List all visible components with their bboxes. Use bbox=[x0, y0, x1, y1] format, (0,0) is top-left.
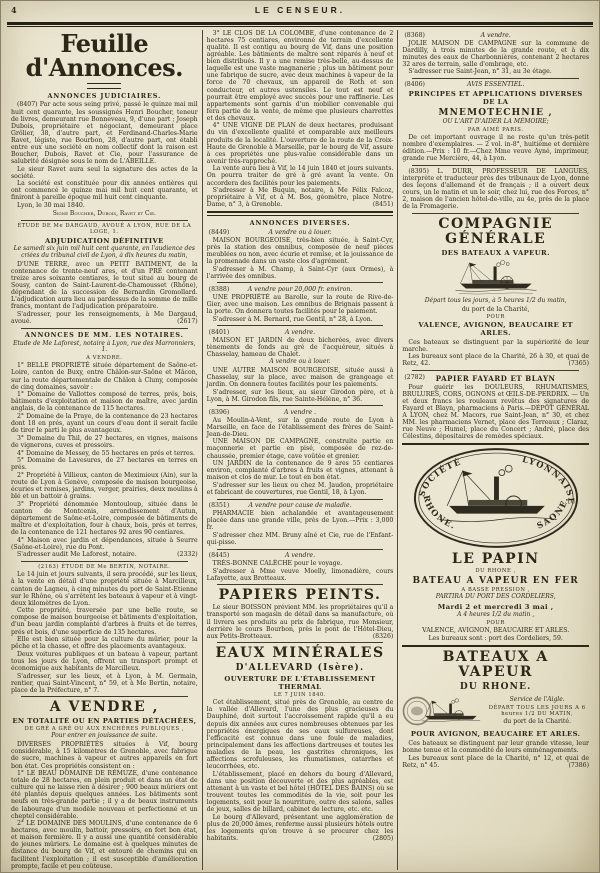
paragraph: (8395) L. DURR, PROFESSEUR DE LANGUES, interprète et traducteur près des tribunaux de Lyon, donne des leçons d'allemand et de français ; il a ouvert deux cours, un le matin et un le soir, chez lui, rue des Forces, n° 2, maison de l'ancien hôtel-de-ville, au 4e, près de la place de la Fromagerie. bbox=[402, 168, 590, 211]
row-right bbox=[485, 696, 589, 726]
ad-ref: (8401) bbox=[208, 328, 230, 336]
paragraph: Les bureaux sont place de la Charité, 26 à 30, et quai de Retz, 42. (7365) bbox=[402, 353, 590, 368]
societe-lyonnaise-seal bbox=[402, 447, 589, 549]
paragraph: La vente aura lieu à Vif, le 14 juin 1840 et jours suivants. On pourra traiter de gré à gré avant la vente. On accordera des facilités pour les paiements. bbox=[206, 165, 394, 187]
masthead-rule bbox=[7, 22, 593, 27]
mnemotechnie-title: MNEMOTECHNIE , bbox=[438, 107, 553, 118]
tiny: LE 7 JUIN 1840. bbox=[273, 692, 327, 699]
column-3 bbox=[397, 30, 593, 870]
paragraph: TRÈS-BONNE CALÈCHE pour le voyage. bbox=[212, 560, 343, 568]
thick-rule bbox=[402, 443, 589, 445]
paragraph: 2° LE DOMAINE DES MOULINS, d'une contenance de 6 hectares, avec moulin, battoir, pressoirs, en fort bon état, et maison fermière. Il y a aussi une quantité considérable de jeunes mûriers. Le domaine est à quelques minutes de distance du bourg de Vif, et entouré de chemins qui en facilitent l'exploitation ; il est susceptible d'amélioration prompte, facile et peu coûteuse. bbox=[11, 820, 198, 870]
ad-ref: (8368) bbox=[404, 31, 425, 39]
newspaper-title: LE CENSEUR. bbox=[254, 5, 346, 15]
ad-ref: (8445) bbox=[208, 552, 230, 560]
italic: Le samedi six juin mil huit cent quarante, en l'audience des criées du tribunal civil de Lyon, à dix heures du matin, bbox=[13, 245, 196, 260]
paragraph: MAISON BOURGEOISE, très-bien située, à Saint-Cyr, près la station des omnibus, composée de neuf pièces meublées ou non, avec écurie et remise, et la jouissance de la promenade dans un vaste clos d'agrément. bbox=[206, 236, 394, 266]
paragraph: JOLIE MAISON DE CAMPAGNE sur la commune de Dardilly, à trois minutes de la grande route, et à dix minutes des eaux de Charbonnières, contenant 2 hectares 32 ares de terrain, salle d'ombrage, etc. bbox=[402, 39, 590, 68]
ad-title: PAPIER FAYARD ET BLAYN bbox=[435, 373, 556, 383]
rule bbox=[412, 165, 579, 166]
rule bbox=[217, 325, 384, 326]
italic: Départ tous les jours, à 5 heures 1/2 du matin, bbox=[424, 296, 567, 304]
paragraph: S'adresser à Me Buquin, notaire, à Me Félix Falcoz, propriétaire à Vif, et à M. Bos, géomètre, place Notre-Dame, n° 3, à Grenoble. (8451) bbox=[206, 187, 394, 209]
italic: A 4 heures 1/2 du matin , bbox=[457, 611, 535, 618]
paragraph: 2° Domaine de la Praye, de la contenance de 23 hectares dont 18 en prés, ayant un cours d'eau dont il serait facile de tirer le parti le plus avantageux. bbox=[11, 413, 198, 435]
paragraph: Le sieur Ravet aura seul la signature des actes de la société. bbox=[11, 165, 198, 180]
paragraph: Ces bateaux se distinguent par la supériorité de leur marche. bbox=[402, 338, 590, 353]
ad-header bbox=[207, 552, 394, 559]
section-annonces-diverses: ANNONCES DIVERSES. bbox=[249, 219, 351, 228]
ad-ref: (8451) bbox=[372, 201, 394, 209]
aigle-service-row bbox=[402, 694, 589, 728]
papiers-peints-title: PAPIERS PEINTS. bbox=[218, 587, 382, 604]
paragraph: Le sieur BOISSON prévient MM. les propriétaires qu'il a transporté son magasin de détail dans sa manufacture, où il livrera ses produits au prix de fabrique, rue Monsieur, derrière le cours Bourbon, près le pont de l'Hôtel-Dieu, aux Petits-Brotteaux. (8326) bbox=[206, 604, 394, 640]
postal-stamp-seal bbox=[402, 696, 432, 726]
center-bold: Mardi 2 et mercredi 3 mai , bbox=[437, 602, 554, 611]
signature: Signé Boucher, Dubois, Ravet et Cie. bbox=[52, 210, 156, 218]
paragraph: D'UNE TERRE, avec un PETIT BATIMENT, de la contenance de trente-neuf ares, et d'un PRÉ contenant treize ares soixante centiares, le tout situé au bourg de Sousy, canton de Saint-Laurent-de-Chamousset (Rhône), dépendant de la succession de Bernardin Gromollard. L'adjudication aura lieu au pardessus de la somme de mille francs, montant de l'adjudication préparatoire. bbox=[11, 260, 198, 311]
societe-lyonnaise-seal bbox=[412, 447, 580, 549]
center-bold: VALENCE, AVIGNON, BEAUCAIRE ET ARLES. bbox=[418, 321, 573, 338]
steamboat-engraving bbox=[453, 259, 539, 296]
paragraph: 5° Domaine de Lavesures, de 27 hectares en terres en prés. bbox=[11, 457, 198, 472]
center: Les bureaux sont : port des Cordeliers, 59. bbox=[428, 635, 563, 643]
paragraph: 1° BELLE PROPRIÉTÉ située département de Saône-et-Loire, canton de Buxy, entre Châlon-sur-Saône et Mâcon, sur la route départementale de Châlon à Cluny, composée de cinq domaines, savoir : bbox=[11, 362, 198, 391]
paragraph: Pour guérir les DOULEURS, RHUMATISMES, BRULURES, CORS, OGNONS et ŒILS-DE-PERDRIX. — Un et deux francs les rouleaux revêtus des signatures de Fayard et Blayn, pharmaciens à Paris.—DÉPÔT GÉNÉRAL A LYON, chez M. Macors, rue Saint-Jean, n° 30, et chez MM. les pharmaciens Vernet, place des Terreaux ; Claraz, rue Neuve ; Humel, place du Concert ; André, place des Célestins, dépositaires de remèdes spéciaux. bbox=[402, 383, 590, 440]
italic: PARTIRA DU PORT DES CORDELIERS, bbox=[435, 593, 556, 601]
ad-ref: (8388) bbox=[208, 285, 230, 293]
rule bbox=[412, 370, 579, 371]
rule bbox=[21, 561, 188, 562]
paragraph: MAISON ET JARDIN de deux bicherées, avec divers tènements de fonds au gré de l'acquéreur, situés à Chasselay, hameau de Chalet. bbox=[206, 336, 394, 358]
paragraph: S'adresser audit Me Laforest, notaire. (2332) bbox=[17, 551, 198, 559]
ad-header bbox=[207, 409, 394, 416]
center: du port de la Charité. bbox=[503, 718, 572, 726]
paragraph: Au Moulin-à-Vent, sur la grande route de Lyon à Marseille, en face de l'établissement des frères de Saint-Jean-de-Dieu. bbox=[206, 416, 394, 438]
page-number: 4 bbox=[11, 5, 17, 15]
paragraph: 4° UNE VIGNE DE PLAN de deux hectares, produisant du vin d'excellente qualité et comparable aux meilleurs produits de la localité. L'ouverture de la route de la Croix-Haute de Grenoble à Marseille, par le bourg de Vif, assure à ces propriétés une plus-value considérable dans un avenir très-rapproché. bbox=[206, 122, 394, 165]
paragraph: UN JARDIN de la contenance de 9 ares 55 centiares environ, complanté d'arbres à fruits et vignes, attenant à maison et clos de mur. Le tout en bon état. bbox=[206, 460, 394, 482]
rule bbox=[217, 405, 384, 406]
paragraph: UNE PROPRIÉTÉ au Barolle, sur la route de Rive-de-Gier, avec une maison. Les omnibus de Brignais passent à la porte. On donnera toutes facilités pour le paiement. bbox=[206, 293, 394, 315]
tiny: DE GRÉ A GRÉ OU AUX ENCHÈRES PUBLIQUES , bbox=[24, 726, 185, 733]
paragraph: 2° Propriété à Villieux, canton de Meximieux (Ain), sur la route de Lyon à Genève, composée de maison bourgeoise, écuries et remises, jardins, verger, prairies, deux moulins à blé et un battoir à grains. bbox=[11, 471, 198, 501]
compagnie-generale-title: COMPAGNIE GÉNÉRALE bbox=[438, 215, 554, 248]
italic: Pour entrer en jouissance de suite. bbox=[51, 732, 158, 740]
paragraph: L'établissement, placé en dehors du bourg d'Allevard, dans une position découverte et des plus agréables, est attenant à un vaste et bel hôtel (HÔTEL DES BAINS) où se trouvent toutes les commodités de la vie, soit pour les logements, soit pour la nourriture, outre des salons, salles de jeux, salles de billard, cabinet de lecture, etc. etc. bbox=[206, 770, 394, 813]
tiny: A VENDRE. bbox=[86, 355, 123, 362]
paragraph: S'adresser, sur les lieux, et à Lyon, à M. Germain, rentier, quai Saint-Vincent, n° 59, et à Me Bertin, notaire, place de la Préfecture, n° 7. bbox=[11, 672, 198, 694]
rule bbox=[217, 549, 384, 550]
paragraph: Lyon, le 30 mai 1840. bbox=[17, 202, 85, 210]
column-1 bbox=[7, 30, 202, 870]
paragraph: UNE MAISON DE CAMPAGNE, construite partie en maçonnerie et partie en pisé, composée de rez-de-chaussée, premier étage, cave voûtée et grenier. bbox=[206, 438, 394, 460]
ad-ref: (7386) bbox=[568, 761, 590, 769]
tiny: DÉPART TOUS LES JOURS A 6 heures 1/2 DU MATIN, bbox=[488, 705, 586, 718]
center: VALENCE, AVIGNON, BEAUCAIRE ET ARLES. bbox=[422, 626, 570, 634]
ad-header bbox=[402, 374, 589, 383]
paragraph: S'adresser à M. Bernard, rue Gentil, n° 28, à Lyon. bbox=[212, 315, 373, 323]
paragraph: Le bourg d'Allevard, présentant une agglomération de plus de 20,000 âmes, renferme aussi plusieurs hôtels outre les logements qu'on trouve à se procurer chez les habitants. (2805) bbox=[206, 813, 394, 842]
ad-ref: (7365) bbox=[568, 360, 590, 368]
rule bbox=[21, 328, 188, 329]
ad-title: A vendre pour cause de maladie. bbox=[248, 502, 352, 510]
row-left bbox=[402, 694, 482, 728]
a-vendre-title: A VENDRE , bbox=[49, 699, 159, 716]
ad-ref: (8396) bbox=[208, 408, 230, 416]
eaux-minerales-title: EAUX MINÉRALES bbox=[215, 645, 385, 662]
paragraph: 4° Domaine de Messey, de 55 hectares en prés et terres. bbox=[17, 449, 195, 457]
thick-rule bbox=[402, 645, 589, 647]
svg-text:SAONE.: SAONE. bbox=[534, 495, 570, 531]
feuille-annonces-title: Feuille d'Annonces. bbox=[25, 30, 184, 83]
title-md: DU RHONE. bbox=[459, 682, 532, 693]
tiny: DU RHONE , bbox=[475, 568, 516, 575]
column-2 bbox=[202, 30, 398, 870]
rule bbox=[217, 499, 384, 500]
rule bbox=[412, 213, 579, 214]
paragraph: S'adresser, sur les lieux, au sieur Girodon père, et à Lyon, à M. Girodon fils, rue Sainte-Hélène, n° 36. bbox=[206, 388, 394, 403]
italic: Etude de Me Laforest, notaire à Lyon, rue des Marronniers, 1. bbox=[13, 339, 196, 354]
paragraph: S'adresser à M. Champ, à Saint-Cyr (aux Ormes), à l'arrivée des omnibus. bbox=[206, 265, 394, 280]
svg-text:LYONNAISE: LYONNAISE bbox=[520, 453, 577, 506]
rule bbox=[217, 584, 384, 585]
tiny: A BASSE PRESSION , bbox=[461, 587, 530, 594]
ad-header bbox=[207, 502, 394, 509]
postal-stamp-seal bbox=[402, 696, 420, 726]
paragraph: S'adresser chez MM. Bruny aîné et Cie, rue de l'Enfant-qui-pisse. bbox=[206, 531, 394, 546]
paragraph: De cet important ouvrage il ne reste qu'un très-petit nombre d'exemplaires. — 2 vol. in-8°, huitième et dernière édition.—Prix : 10 fr.—Chez Mme veuve Ayné, imprimeur, grande rue Mercière, 44, à Lyon. bbox=[402, 133, 590, 162]
title-md: D'ALLEVARD (Isère). bbox=[235, 663, 365, 674]
paragraph: 3° LE CLOS DE LA COLOMBE, d'une contenance de 2 hectares 75 centiares, environné de terrain d'excellente qualité. Il est contigu au bourg de Vif, dans une position agréable. Les bâtiments de maître sont réparés à neuf et bien distribués. Il y a une remise très-belle, au-dessus de laquelle est une vaste magnanerie ; plus un bâtiment pour une fabrique de sucre, avec deux machines à vapeur de la force de 70 chevaux, un appareil de Roth et son conducteur, et autres ustensiles. Le tout est neuf et pourrait être employé avec succès pour une raffinerie. Les appartements sont garnis d'un mobilier convenable qui fera partie de la vente, de même que plusieurs charrettes et des chevaux. bbox=[206, 30, 394, 122]
paragraph: Elle est bien située pour la culture du mûrier, pour la pêche et la chasse, et offre des placements avantageux. bbox=[11, 636, 198, 651]
paragraph: 1° LE BEAU DOMAINE DE RÉMUZE, d'une contenance totale de 28 hectares, en plein produit et dans un état de culture qui ne laisse rien à désirer ; 900 beaux mûriers ont été plantés depuis quelques années. Les bâtiments sont neufs en très-grande partie ; il y a de beaux instruments de labourage d'un modèle nouveau et perfectionné et un cheptel considérable. bbox=[11, 770, 198, 820]
paragraph: S'adresser à Mme veuve Moelly, limonadière, cours Lafayette, aux Brotteaux. bbox=[206, 567, 394, 582]
rule bbox=[217, 282, 384, 283]
paragraph: Les bureaux sont place de la Charité, n° 12, et quai de Retz, n° 45. (7386) bbox=[402, 754, 590, 769]
ad-title: A vendre pour 20,000 fr. environ. bbox=[247, 285, 353, 293]
center-bold: DES BATEAUX A VAPEUR. bbox=[441, 248, 550, 257]
ad-ref: (2782) bbox=[404, 373, 425, 381]
tiny: POUR bbox=[486, 313, 505, 320]
paragraph: S'adresser rue Saint-Jean, n° 31, au 3e étage. bbox=[408, 68, 552, 76]
center: du port de la Charité, bbox=[461, 305, 530, 313]
paragraph: (8407) Par acte sous seing privé, passé le quinze mai mil huit cent quarante, les soussignés Henri Boucher, teneur de livres, demeurant rue Bonneveau, 9, d'une part ; Joseph Dubois, propriétaire et négociant, demeurant place Grôlier, 38, d'autre part, et Ferdinand-Charles-Marie Ravet, légiste, rue Bourbon, 28, d'autre part, ont établi entre eux une société en nom collectif dont la raison est Boucher, Dubois, Ravet et Cie, pour l'assurance de salubrité désignée sous le nom de L'ABEILLE. bbox=[11, 101, 198, 165]
bateaux-a-vapeur-title: BATEAUX A VAPEUR bbox=[442, 649, 549, 681]
center-bold: OUVERTURE DE L'ÉTABLISSEMENT THERMAL bbox=[224, 674, 376, 691]
ad-ref: (8351) bbox=[208, 502, 230, 510]
ad-header bbox=[402, 32, 589, 39]
ad-header bbox=[207, 229, 394, 236]
paragraph: Cette propriété, traversée par une belle route, se compose de maison bourgeoise et bâtiments d'exploitation, d'un beau jardin complanté d'arbres à fruits et de terres, prés et bois, d'une superficie de 135 hectares. bbox=[11, 607, 198, 636]
ad-header bbox=[207, 286, 394, 293]
paragraph: 4° Maison avec jardin et dépendances, située à Seurre (Saône-et-Loire), rue du Pont. bbox=[11, 536, 198, 551]
ad-header bbox=[402, 81, 589, 88]
paragraph: 1° Domaine de Vallottes composé de terres, prés, bois, bâtiments d'exploitation et maison de maître, avec jardin anglais, de la contenance de 115 hectares. bbox=[11, 391, 198, 413]
ad-ref: (2805) bbox=[372, 834, 394, 842]
tiny: PAR AIMÉ PARIS. bbox=[467, 126, 524, 133]
rule bbox=[412, 78, 579, 79]
italic: Service de l'Aigle. bbox=[509, 696, 565, 704]
rule bbox=[21, 220, 188, 221]
paragraph: Ces bateaux se distinguent par leur grande vitesse, leur bonne tenue et la commodité de leurs emménagements. bbox=[402, 739, 590, 754]
steamboat-engraving bbox=[402, 259, 589, 296]
center-bold: PRINCIPES ET APPLICATIONS DIVERSES DE LA bbox=[408, 89, 583, 106]
title-md: BATEAU A VAPEUR EN FER bbox=[412, 576, 579, 587]
svg-text:SOCIÉTÉ: SOCIÉTÉ bbox=[416, 456, 463, 498]
masthead bbox=[1, 1, 599, 20]
ad-title: AVIS ESSENTIEL. bbox=[467, 81, 525, 89]
ad-header bbox=[207, 329, 394, 336]
tiny: POUR bbox=[486, 619, 505, 626]
rule bbox=[217, 642, 384, 643]
center-bold: ADJUDICATION DÉFINITIVE bbox=[44, 236, 164, 245]
section-annonces-judiciaires: ANNONCES JUDICIAIRES. bbox=[47, 91, 162, 100]
paragraph: UNE AUTRE MAISON BOURGEOISE, située aussi à Chasselay, sur la place, avec maison de grangeage et jardin. On donnera toutes facilités pour les paiements. bbox=[206, 366, 394, 388]
paragraph: S'adresser, pour les renseignements, à Me Dargaud, avoué. (2617) bbox=[11, 310, 198, 326]
paragraph: Deux voitures publiques et un bateau à vapeur, partant tous les jours de Lyon, offrent un transport prompt et économique aux habitants de Marcilleux. bbox=[11, 650, 198, 672]
ad-title: A vendre. bbox=[284, 328, 316, 336]
paragraph: Cet établissement, situé près de Grenoble, au centre de la vallée d'Allevard, l'une des plus gracieuses du Dauphiné, doit surtout l'accroissement rapide qu'il a eu depuis dix années aux cures nombreuses obtenues par les propriétés énergiques de ses eaux sulfureuses, dont l'efficacité est connue dans une foule de maladies, principalement dans les affections dartreuses et toutes les maladies de la peau, les gastrites chroniques, les affections scrofuleuses, les rhumatismes, catarrhes et leucorrhées, etc. bbox=[206, 699, 394, 770]
italic: OU L'ART D'AIDER LA MÉMOIRE; bbox=[442, 117, 549, 125]
tiny: (2163) ÉTUDE DE Me BERTIN, NOTAIRE. bbox=[38, 564, 171, 571]
paragraph: S'adresser sur les lieux ou chez M. Jaudon, propriétaire et fabricant de couvertures, rue Gentil, 18, à Lyon. bbox=[206, 481, 394, 497]
paragraph: Le 14 juin et jours suivants, il sera procédé, sur les lieux, à la vente en détail d'une propriété située à Marcilleux, canton de Lagneu, à cinq minutes du port de Saint-Etienne sur le Rhône, où s'arrêtent les bateaux à vapeur et à vingt-deux kilomètres de Lyon. bbox=[11, 571, 198, 607]
ad-ref: (2617) bbox=[177, 318, 198, 326]
double-rule bbox=[207, 211, 394, 216]
center-bold: EN TOTALITÉ OU EN PARTIES DÉTACHÉES, bbox=[12, 716, 197, 725]
ad-ref: (2332) bbox=[177, 551, 198, 559]
ad-title: A vendre ou à louer. bbox=[268, 228, 332, 236]
ad-ref: (8406) bbox=[404, 81, 425, 89]
svg-text:RHONE.: RHONE. bbox=[421, 494, 458, 532]
ad-ref: (8449) bbox=[208, 228, 230, 236]
ad-title: A vendre. bbox=[480, 31, 511, 39]
columns-container bbox=[1, 30, 599, 870]
rule bbox=[21, 696, 188, 697]
paragraph: 3° Domaine du Thil, de 27 hectares, en vignes, maisons de vignerons, cuves et pressoirs. bbox=[11, 434, 198, 449]
paragraph: DIVERSES PROPRIÉTÉS situées à Vif, bourg considérable, à 15 kilomètres de Grenoble, avec fabrique de sucre, machines à vapeur et autres appareils en fort bon état. Ces propriétés consistent en : bbox=[11, 741, 198, 770]
italic: A vendre ou à louer. bbox=[269, 357, 331, 365]
tiny: ÉTUDE DE Me DARGAUD, AVOUÉ A LYON, RUE DE LA LOGE, 1. bbox=[17, 223, 192, 236]
ad-title: A vendre . bbox=[283, 408, 317, 416]
ad-ref: (8326) bbox=[372, 632, 394, 640]
section-annonces-notaires: ANNONCES DE MM. LES NOTAIRES. bbox=[24, 331, 184, 340]
paragraph: 3° Propriété dénommée Montouloup, située dans le canton de Montcenis, arrondissement d'Autun, département de Saône-et-Loire, composée de bâtiments de maître et d'exploitation, four à chaux, bois, prés et terres, de la contenance de 121 hectares 92 ares 90 centiares. bbox=[11, 500, 198, 536]
paragraph: La société est constituée pour dix années entières qui ont commencé le quinze mai mil huit cent quarante, et finiront à pareille époque mil huit cent cinquante. bbox=[11, 180, 198, 202]
le-papin-title: LE PAPIN bbox=[451, 551, 540, 567]
ad-title: A vendre. bbox=[284, 552, 316, 560]
ornament bbox=[87, 83, 121, 89]
paragraph: PHARMACIE bien achalandée et avantageusement placée dans une grande ville, près de Lyon.—Prix : 3,000 fr. bbox=[206, 510, 394, 532]
center-bold: POUR AVIGNON, BEAUCAIRE ET ARLES. bbox=[410, 730, 581, 739]
